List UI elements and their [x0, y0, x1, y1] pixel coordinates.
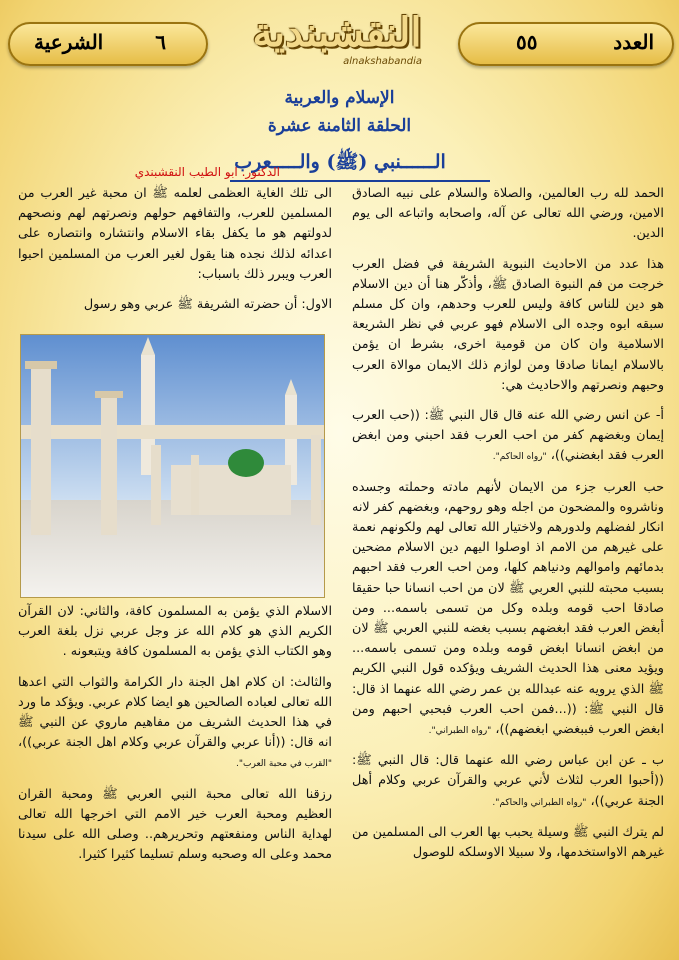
logo-url: alnakshabandia [343, 56, 422, 67]
paragraph: الى تلك الغاية العظمى لعلمه ﷺ ان محبة غير العرب من المسلمين للعرب، والتفافهم حولهم ونصرتهم لهم ونصحهم لدولتهم هو ما يكفل بقاء الاسلام وانتشاره وانتصاره على اعدائه لذلك نجده هنا يقول لغير العرب من المسلمين احبوا العرب ويبرر ذلك باسباب: [18, 186, 332, 282]
subtitle-underline [230, 180, 490, 182]
hadith-ref: "رواه الحاكم". [492, 452, 547, 463]
paragraph-text: والثالث: ان كلام اهل الجنة دار الكرامة والثواب التي اعدها الله تعالى لعباده الصالحين هو ايضا كلام عربي. ويؤكد ما ورد في هذا الحديث الشريف من مفاهيم ماروي عن النبي ﷺ انه قال: ((أنا عربي والقرآن عربي وكلام اهل الجنة عربي))، [18, 674, 332, 751]
mosque-photo [20, 334, 325, 598]
section-label: الشرعية [34, 30, 104, 54]
hadith-text: أ- عن انس رضي الله عنه قال قال النبي ﷺ: ((حب العرب إيمان وبغضهم كفر من احب العرب فقد احبني ومن ابغض العرب فقد ابغضني))، [352, 408, 664, 464]
commentary [352, 478, 664, 742]
paragraph: الاسلام الذي يؤمن به المسلمون كافة، والثاني: لان القرآن الكريم الذي هو كلام الله عز وجل عربي نزل بلغة العرب وهو الكتاب الذي يؤمن به المسلمون كافة ويتبعونه . [18, 604, 332, 660]
hadith-ref: "رواه الطبراني والحاكم". [492, 797, 587, 808]
issue-number: ٥٥ [516, 30, 538, 54]
paragraph: لم يترك النبي ﷺ وسيلة يحبب بها العرب الى المسلمين من غيرهم الاواستخدمها، ولا سبيلا الاوسلكه للوصول [352, 824, 664, 861]
right-column [352, 184, 664, 873]
left-column-bottom [18, 602, 332, 875]
paragraph: الاول: أن حضرته الشريفة ﷺ عربي وهو رسول [83, 297, 332, 313]
commentary-text: حب العرب جزء من الايمان لأنهم مادته وحملته وجسده وناشروه والمضحون من اجله وهو روحهم، وبغضهم كفر لانه انكار لفضلهم ولدورهم ولاختيار الله تعالى لهم ولكونهم نعمة على غيرهم من الامم اذ اوصلوا اليهم دين الاسلام مضحين بدمائهم واموالهم ودنياهم كلها، ومن احب العرب فقد احبهم بسبب محبته للنبي العربي ﷺ لان من احب انسانا حبا حقيقا صادقا احب قومه وبلده وكل من تسمى باسمه... ومن أبغض العرب فقد ابغضهم بسبب بغضه للنبي العربي ﷺ لان من ابغض انسانا ابغض قومه وبلده ومن تسمى باسمه... ويؤيد معنى هذا الحديث الشريف ويؤكده قول النبي الكريم ﷺ الذي يرويه عنه عبدالله بن عمر رضي الله عنهما اذ قال: قال النبي ﷺ: ((...فمن احب العرب فبحبي احبهم ومن ابغض العرب فببغضي ابغضهم))، [352, 479, 664, 738]
closing-paragraph: رزقنا الله تعالى محبة النبي العربي ﷺ ومحبة القران العظيم ومحبة العرب خير الامم التي اخرجها الله تعالى لهداية الناس ومنفعتهم وتحريرهم.. وصلى الله على سيدنا محمد وعلى اله وصحبه وسلم تسليما كثيرا كثيرا. [18, 786, 332, 863]
paragraph: الحمد لله رب العالمين، والصلاة والسلام على نبيه الصادق الامين، ورضي الله تعالى عن آله، واصحابه واتباعه الى يوم الدين. [352, 186, 664, 242]
mosque-illustration [21, 335, 324, 597]
paragraph [18, 673, 332, 775]
article-title: الإسلام والعربية [284, 88, 395, 108]
issue-badge [458, 22, 674, 66]
page-number: ٦ [155, 30, 166, 54]
hadith-a [352, 406, 664, 468]
author-byline: الدكتور. ابو الطيب النقشبندي [134, 165, 280, 179]
section-badge [8, 22, 208, 66]
hadith-b [352, 751, 664, 813]
article-episode: الحلقة الثامنة عشرة [267, 116, 412, 136]
logo-text: النقشبندية [252, 9, 422, 56]
left-column-top [18, 184, 332, 325]
hadith-ref: "القرب في محبة العرب". [236, 759, 332, 770]
hadith-text: ب ـ عن ابن عباس رضي الله عنهما قال: قال النبي ﷺ: ((أحبوا العرب لثلاث لأني عربي والقرآن عربي وكلام أهل الجنة عربي))، [352, 753, 664, 809]
issue-label: العدد [613, 30, 654, 54]
hadith-ref: "رواه الطبراني". [428, 726, 492, 737]
magazine-logo [232, 10, 442, 68]
paragraph: هذا عدد من الاحاديث النبوية الشريفة في فضل العرب خرجت من فم النبوة الصادق ﷺ، وأذكّر هنا أن دين الاسلام هو دين للناس كافة وليس للعرب وحدهم، وان كل مسلم سبقه ابوه وجده الى الاسلام فهو عربي في نظر الشريعة الاسلامية وان كان من قومية اخرى، بشرط ان يؤمن بالاسلام ايمانا صادقا ومن لوازم ذلك الايمان موالاة العرب وحبهم ونصرتهم والاحاديث هي: [352, 256, 664, 393]
article-subtitle-text: الــــــنبي (ﷺ) والـــــعرب [234, 151, 446, 173]
